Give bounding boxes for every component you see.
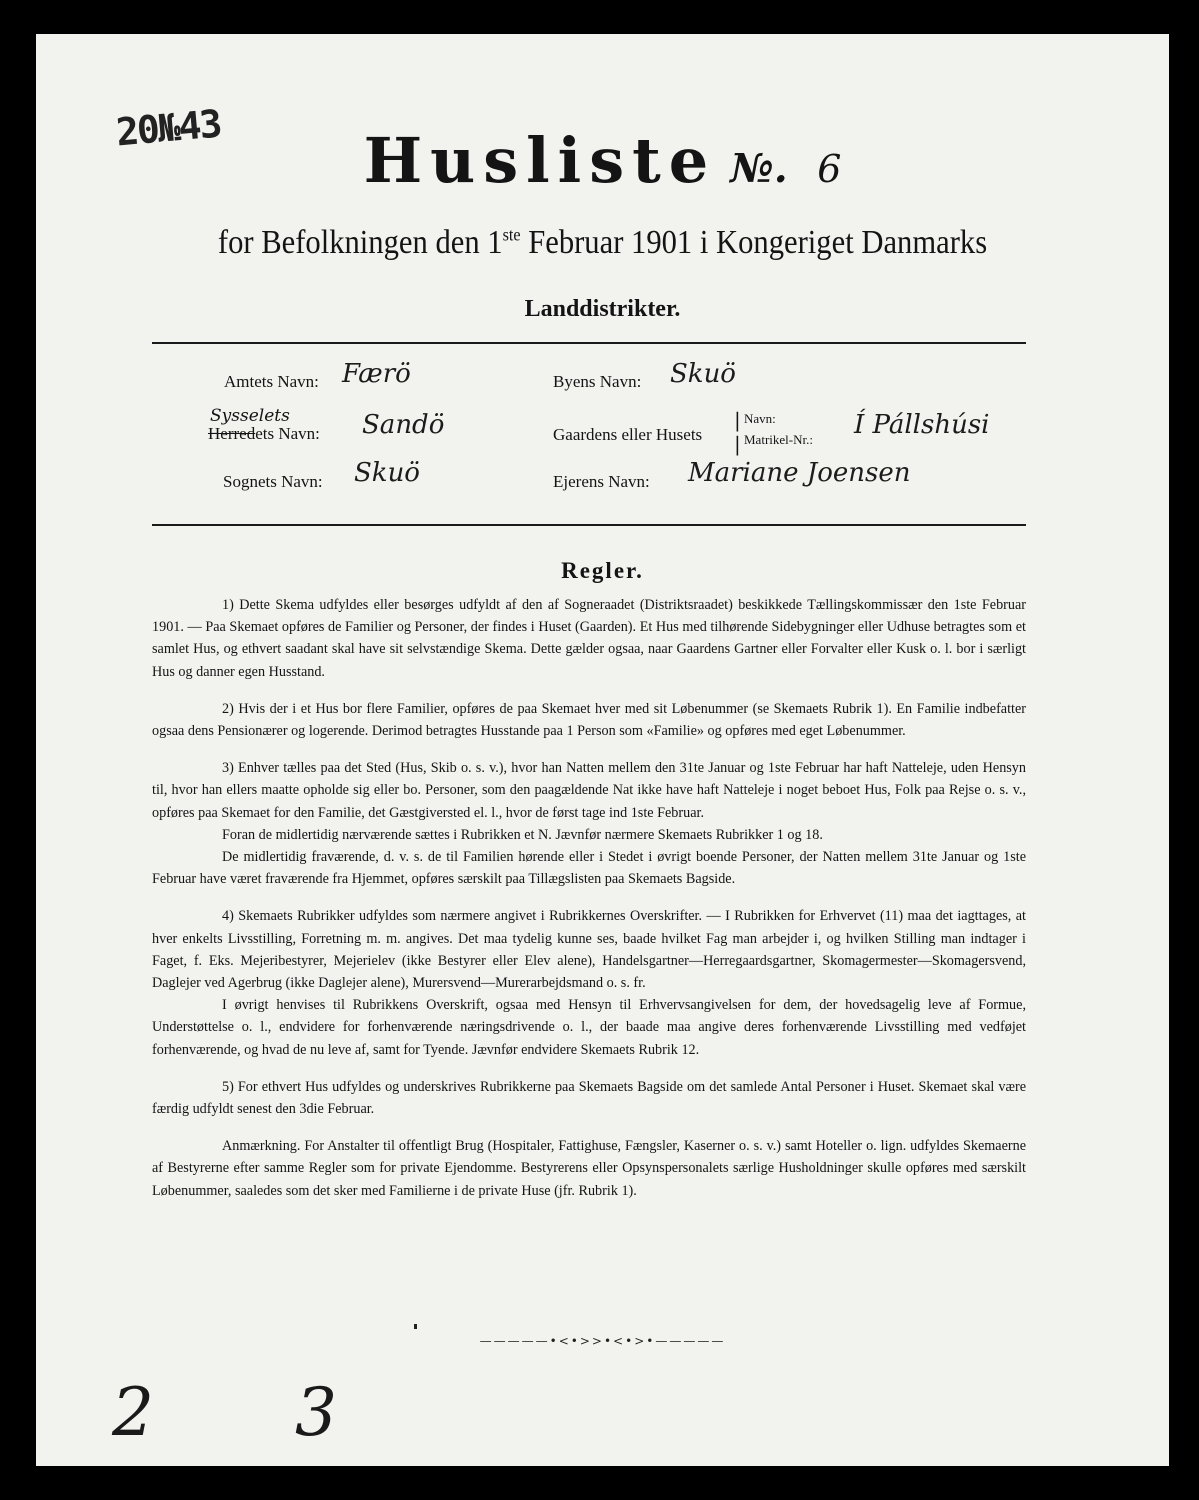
rule-5: 5) For ethvert Hus udfyldes og underskrives Rubrikkerne paa Skemaets Bagside om det samlede Antal Personer i Huset. Skemaet skal være færdig udfyldt senest den 3die Februar. (152, 1078, 1026, 1118)
annotation-note: Anmærkning. For Anstalter til offentligt Brug (Hospitaler, Fattighuse, Fængsler, Kaserner o. s. v.) samt Hoteller o. lign. udfyldes Skemaerne af Bestyrerne efter samme Regler som for private Ejendomme. Bestyrerens eller Opsynspersonalets særlige Husholdninger skulle opføres med særskilt Løbenummer, saaledes som det sker med Familierne i de private Huse (jfr. Rubrik 1). (152, 1138, 1026, 1199)
title-no-mark: №. (730, 145, 788, 192)
herred-struck: Herred (208, 424, 256, 443)
rule-3-note-a: Foran de midlertidig nærværende sættes i Rubrikken et N. Jævnfør nærmere Skemaets Rubrikker 1 og 18. (222, 826, 823, 843)
gaard-value: Í Pállshúsi (854, 410, 990, 440)
herred-label-correction: Sysselets (210, 406, 290, 426)
amt-label: Amtets Navn: (224, 372, 319, 391)
ink-dot (414, 1324, 417, 1329)
ejer-value: Mariane Joensen (688, 458, 911, 488)
title-number: 6 (817, 147, 842, 191)
gaard-sub-matrikel: Matrikel-Nr.: (744, 432, 813, 447)
rule-3-note-b: De midlertidig fraværende, d. v. s. de til Familien hørende eller i Stedet i øvrigt boende Personer, der Natten mellem 31te Januar og 1ste Februar have været fraværende fra Hjemmet, opføres særskilt paa Tillægslisten paa Skemaets Bagside. (152, 849, 1026, 888)
district-heading: Landdistrikter. (524, 296, 681, 322)
top-divider (152, 342, 1026, 344)
subtitle-sup: ste (502, 224, 521, 245)
rules-body (152, 594, 1026, 1217)
census-form-page (36, 34, 1169, 1466)
subtitle-part-1: for Befolkningen den 1 (217, 224, 503, 261)
form-subtitle (93, 224, 1113, 262)
amt-value: Færö (342, 359, 411, 389)
herred-label (208, 424, 320, 444)
title-word: Husliste (363, 124, 717, 197)
bottom-divider (152, 524, 1026, 526)
sogn-label: Sognets Navn: (223, 472, 323, 491)
gaard-sub-navn: Navn: (744, 411, 776, 426)
subtitle-part-2: Februar 1901 i Kongeriget Danmarks (520, 224, 988, 261)
rule-4-note: I øvrigt henvises til Rubrikkens Overskrift, ogsaa med Hensyn til Erhvervsangivelsen for dem, der hovedsagelig leve af Formue, Understøttelse o. l., endvidere for forhenværende næringsdrivende o. l., der baade maa angive deres forhenværende Livsstilling med vedføjet forhenværende, og hvad de nu leve af, samt for Tyende. Jævnfør endvidere Skemaets Rubrik 12. (152, 997, 1026, 1058)
herred-value: Sandö (362, 410, 445, 440)
rule-3: 3) Enhver tælles paa det Sted (Hus, Skib o. s. v.), hvor han Natten mellem den 31te Januar og 1ste Februar har haft Natteleje, uden Hensyn til, hvor han ellers maatte opholde sig eller bo. Personer, som den paagældende Nat ikke have haft Natteleje i noget beboet Hus, Folk paa Rejse o. s. v., opføres paa Skemaet for den Familie, det Gæstgiversted el. l., hvor de først tage ind 1ste Februar. (152, 760, 1026, 821)
handwritten-page-number: 2 3 (112, 1374, 397, 1451)
herred-rest: ets Navn: (255, 424, 320, 443)
rule-4: 4) Skemaets Rubrikker udfyldes som nærmere angivet i Rubrikkernes Overskrifter. — I Rubrikken for Erhvervet (11) maa det iagttages, at hver enkelts Livsstilling, Forretning m. m. angives. Det maa tydelig kunne ses, baade hvilket Fag man arbejder i, og hvilken Stilling man indtager i Faget, f. Eks. Mejeribestyrer, Mejerielev (ikke Bestyrer eller Elev alene), Handelsgartner—Herregaardsgartner, Skomagermester—Skomagersvend, Daglejer ved Agerbrug (ikke Daglejer alene), Murersvend—Murerarbejdsmand o. s. fr. (152, 908, 1026, 992)
by-label: Byens Navn: (553, 372, 642, 391)
by-value: Skuö (670, 359, 736, 389)
form-title (36, 124, 1169, 197)
archive-stamp: 20№43 (114, 101, 223, 155)
ornament-divider: —————•<•>>•<•>•————— (479, 1334, 726, 1348)
gaard-bracket: | | (734, 408, 741, 456)
rule-1: 1) Dette Skema udfyldes eller besørges udfyldt af den af Sogneraadet (Distriktsraadet) beskikkede Tællingskommissær den 1ste Februar 1901. — Paa Skemaet opføres de Familier og Personer, der findes i Huset (Gaarden). Et Hus med tilhørende Sidebygninger eller Udhuse betragtes som et samlet Hus, og ethvert saadant skal have sit selvstændige Skema. Dette gælder ogsaa, naar Gaardens Gartner eller Forvalter eller Kusk o. l. bor i særligt Hus og danner egen Husstand. (152, 597, 1026, 680)
sogn-value: Skuö (354, 458, 420, 488)
gaard-label: Gaardens eller Husets (553, 425, 703, 444)
rule-2: 2) Hvis der i et Hus bor flere Familier, opføres de paa Skemaet hver med sit Løbenummer (se Skemaets Rubrik 1). En Familie indbefatter ogsaa dens Pensionærer og logerende. Derimod betragtes Husstande paa 1 Person som «Familie» og opføres med eget Løbenummer. (152, 700, 1026, 740)
ejer-label: Ejerens Navn: (553, 472, 650, 491)
rules-heading: Regler. (561, 558, 644, 583)
